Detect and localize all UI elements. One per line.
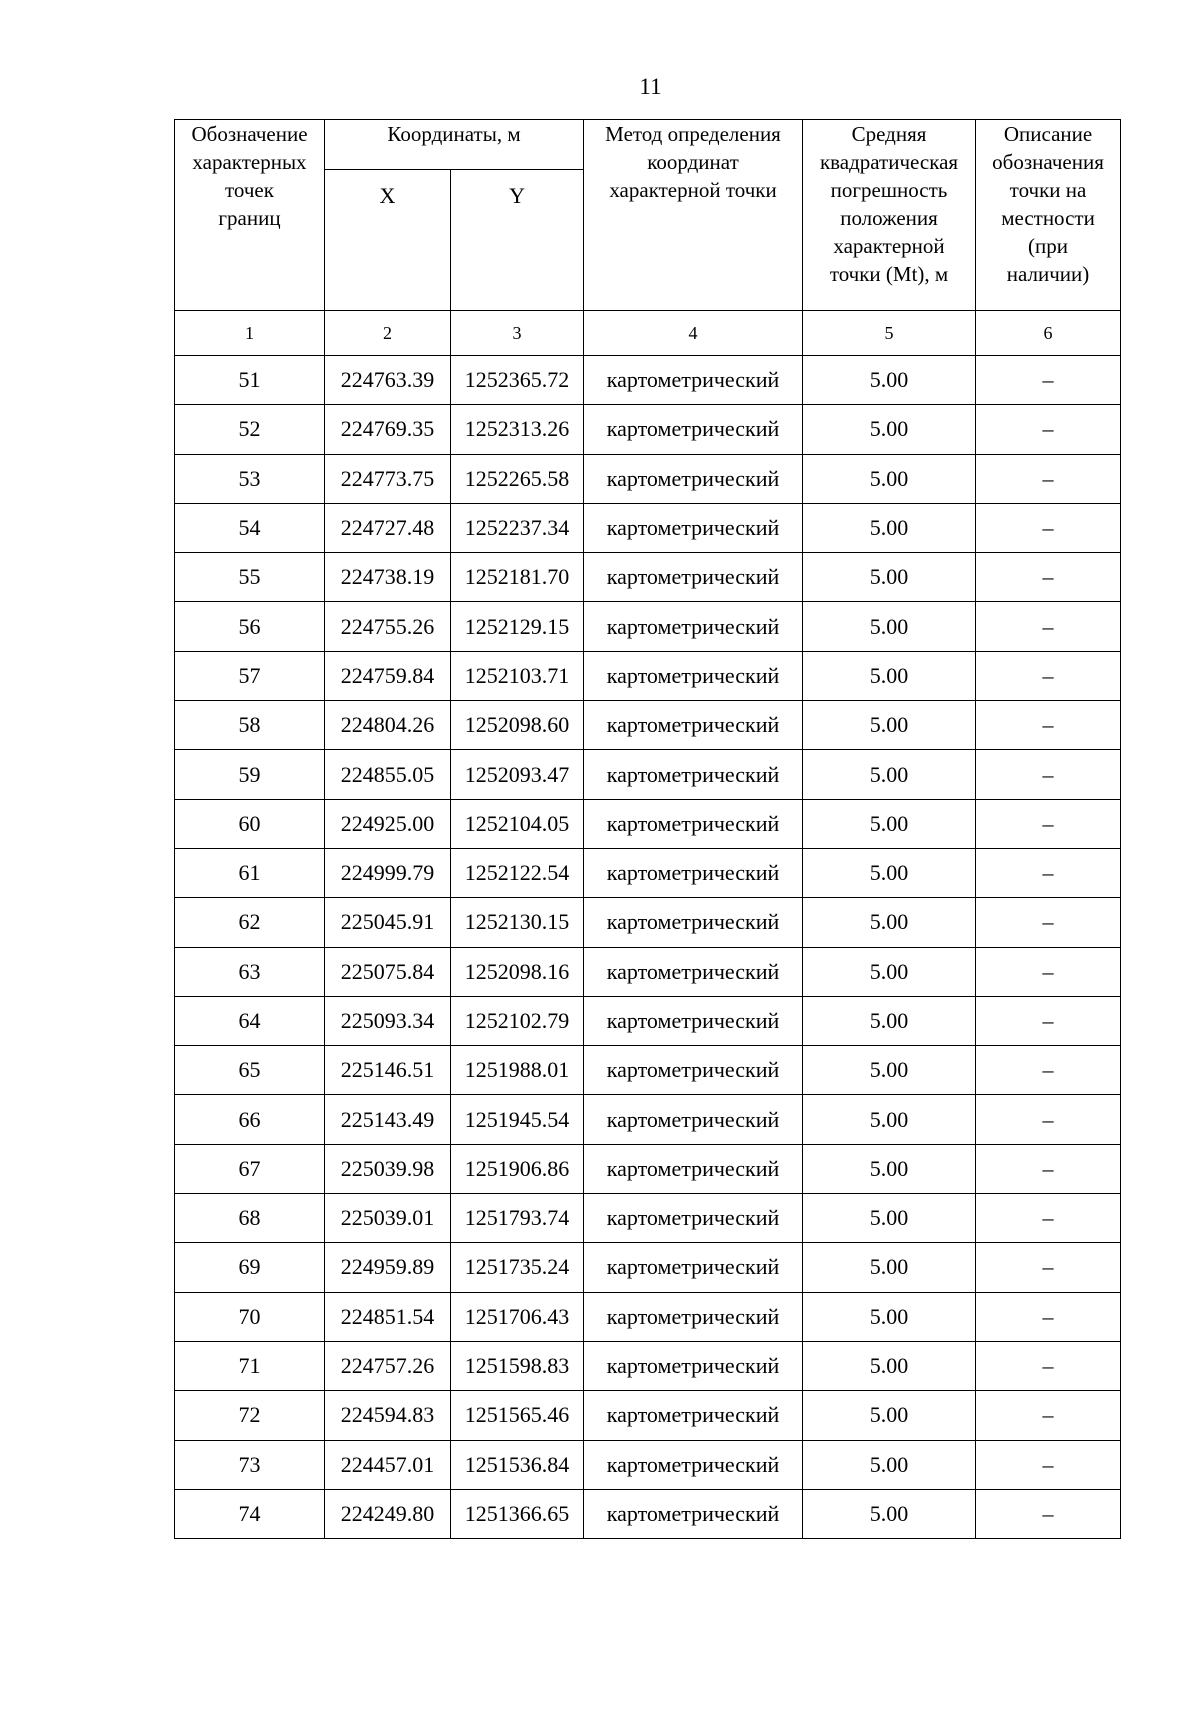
error-cell: 5.00 (803, 651, 976, 700)
error-cell: 5.00 (803, 947, 976, 996)
point-id-cell: 60 (175, 799, 325, 848)
table-row (175, 898, 1121, 947)
point-id-cell: 74 (175, 1489, 325, 1538)
table-row (175, 553, 1121, 602)
y-coordinate-cell: 1251735.24 (451, 1243, 584, 1292)
x-coordinate-cell: 224855.05 (325, 750, 451, 799)
y-coordinate-cell: 1252130.15 (451, 898, 584, 947)
table-body (175, 356, 1121, 1539)
error-cell: 5.00 (803, 454, 976, 503)
method-cell: картометрический (584, 1243, 803, 1292)
error-cell: 5.00 (803, 356, 976, 405)
x-coordinate-cell: 224727.48 (325, 503, 451, 552)
method-cell: картометрический (584, 1440, 803, 1489)
method-cell: картометрический (584, 1489, 803, 1538)
y-coordinate-cell: 1252129.15 (451, 602, 584, 651)
y-coordinate-cell: 1251366.65 (451, 1489, 584, 1538)
point-id-cell: 56 (175, 602, 325, 651)
x-coordinate-cell: 224457.01 (325, 1440, 451, 1489)
error-cell: 5.00 (803, 1095, 976, 1144)
error-cell: 5.00 (803, 1489, 976, 1538)
table-row (175, 701, 1121, 750)
point-id-cell: 72 (175, 1391, 325, 1440)
column-number: 2 (325, 311, 451, 356)
x-coordinate-cell: 224763.39 (325, 356, 451, 405)
table-row (175, 503, 1121, 552)
table-row (175, 1144, 1121, 1193)
method-cell: картометрический (584, 1144, 803, 1193)
y-coordinate-cell: 1252098.16 (451, 947, 584, 996)
description-cell: – (976, 848, 1121, 897)
y-coordinate-cell: 1252098.60 (451, 701, 584, 750)
point-id-cell: 53 (175, 454, 325, 503)
description-cell: – (976, 454, 1121, 503)
error-cell: 5.00 (803, 1391, 976, 1440)
column-number: 1 (175, 311, 325, 356)
column-number: 5 (803, 311, 976, 356)
y-coordinate-cell: 1251906.86 (451, 1144, 584, 1193)
table-header (175, 120, 1121, 356)
x-coordinate-cell: 225143.49 (325, 1095, 451, 1144)
description-cell: – (976, 799, 1121, 848)
table-row (175, 1194, 1121, 1243)
description-cell: – (976, 405, 1121, 454)
header-coordinates: Координаты, м (325, 120, 584, 170)
description-cell: – (976, 553, 1121, 602)
error-cell: 5.00 (803, 1243, 976, 1292)
x-coordinate-cell: 224851.54 (325, 1292, 451, 1341)
method-cell: картометрический (584, 1391, 803, 1440)
y-coordinate-cell: 1252104.05 (451, 799, 584, 848)
table-row (175, 799, 1121, 848)
method-cell: картометрический (584, 1292, 803, 1341)
header-y: Y (451, 170, 584, 311)
method-cell: картометрический (584, 602, 803, 651)
page-number: 11 (639, 74, 662, 99)
method-cell: картометрический (584, 701, 803, 750)
description-cell: – (976, 1243, 1121, 1292)
x-coordinate-cell: 224769.35 (325, 405, 451, 454)
method-cell: картометрический (584, 503, 803, 552)
method-cell: картометрический (584, 356, 803, 405)
point-id-cell: 65 (175, 1046, 325, 1095)
method-cell: картометрический (584, 454, 803, 503)
point-id-cell: 70 (175, 1292, 325, 1341)
table-row (175, 1341, 1121, 1390)
y-coordinate-cell: 1252093.47 (451, 750, 584, 799)
table-row (175, 1046, 1121, 1095)
description-cell: – (976, 503, 1121, 552)
error-cell: 5.00 (803, 602, 976, 651)
description-cell: – (976, 1440, 1121, 1489)
x-coordinate-cell: 224755.26 (325, 602, 451, 651)
y-coordinate-cell: 1252265.58 (451, 454, 584, 503)
y-coordinate-cell: 1252237.34 (451, 503, 584, 552)
y-coordinate-cell: 1251793.74 (451, 1194, 584, 1243)
x-coordinate-cell: 225039.01 (325, 1194, 451, 1243)
error-cell: 5.00 (803, 1194, 976, 1243)
description-cell: – (976, 356, 1121, 405)
x-coordinate-cell: 224759.84 (325, 651, 451, 700)
method-cell: картометрический (584, 947, 803, 996)
error-cell: 5.00 (803, 996, 976, 1045)
point-id-cell: 51 (175, 356, 325, 405)
point-id-cell: 69 (175, 1243, 325, 1292)
description-cell: – (976, 602, 1121, 651)
x-coordinate-cell: 225045.91 (325, 898, 451, 947)
error-cell: 5.00 (803, 1292, 976, 1341)
point-id-cell: 71 (175, 1341, 325, 1390)
point-id-cell: 58 (175, 701, 325, 750)
x-coordinate-cell: 224999.79 (325, 848, 451, 897)
error-cell: 5.00 (803, 701, 976, 750)
header-method: Метод определения координат характерной точки (584, 120, 803, 311)
y-coordinate-cell: 1251565.46 (451, 1391, 584, 1440)
error-cell: 5.00 (803, 799, 976, 848)
header-x: X (325, 170, 451, 311)
method-cell: картометрический (584, 996, 803, 1045)
description-cell: – (976, 1194, 1121, 1243)
x-coordinate-cell: 225146.51 (325, 1046, 451, 1095)
point-id-cell: 67 (175, 1144, 325, 1193)
point-id-cell: 57 (175, 651, 325, 700)
y-coordinate-cell: 1252365.72 (451, 356, 584, 405)
table-row (175, 947, 1121, 996)
table-row (175, 1292, 1121, 1341)
description-cell: – (976, 947, 1121, 996)
x-coordinate-cell: 224804.26 (325, 701, 451, 750)
error-cell: 5.00 (803, 898, 976, 947)
table-row (175, 996, 1121, 1045)
error-cell: 5.00 (803, 848, 976, 897)
header-description: Описание обозначения точки на местности (при наличии) (976, 120, 1121, 311)
method-cell: картометрический (584, 799, 803, 848)
x-coordinate-cell: 224773.75 (325, 454, 451, 503)
y-coordinate-cell: 1252181.70 (451, 553, 584, 602)
table-row (175, 1391, 1121, 1440)
point-id-cell: 61 (175, 848, 325, 897)
x-coordinate-cell: 224249.80 (325, 1489, 451, 1538)
error-cell: 5.00 (803, 405, 976, 454)
method-cell: картометрический (584, 405, 803, 454)
description-cell: – (976, 750, 1121, 799)
point-id-cell: 73 (175, 1440, 325, 1489)
x-coordinate-cell: 224738.19 (325, 553, 451, 602)
x-coordinate-cell: 225039.98 (325, 1144, 451, 1193)
error-cell: 5.00 (803, 1440, 976, 1489)
error-cell: 5.00 (803, 1046, 976, 1095)
table-row (175, 651, 1121, 700)
x-coordinate-cell: 225075.84 (325, 947, 451, 996)
error-cell: 5.00 (803, 553, 976, 602)
column-number: 3 (451, 311, 584, 356)
y-coordinate-cell: 1252313.26 (451, 405, 584, 454)
point-id-cell: 54 (175, 503, 325, 552)
method-cell: картометрический (584, 750, 803, 799)
y-coordinate-cell: 1251945.54 (451, 1095, 584, 1144)
header-error: Средняя квадратическая погрешность положения характерной точки (Mt), м (803, 120, 976, 311)
x-coordinate-cell: 224757.26 (325, 1341, 451, 1390)
method-cell: картометрический (584, 848, 803, 897)
point-id-cell: 52 (175, 405, 325, 454)
description-cell: – (976, 1489, 1121, 1538)
table-row (175, 1095, 1121, 1144)
description-cell: – (976, 1341, 1121, 1390)
table-row (175, 848, 1121, 897)
description-cell: – (976, 1391, 1121, 1440)
point-id-cell: 63 (175, 947, 325, 996)
table-row (175, 454, 1121, 503)
table-row (175, 1440, 1121, 1489)
description-cell: – (976, 651, 1121, 700)
y-coordinate-cell: 1251536.84 (451, 1440, 584, 1489)
description-cell: – (976, 1144, 1121, 1193)
description-cell: – (976, 1292, 1121, 1341)
description-cell: – (976, 1046, 1121, 1095)
x-coordinate-cell: 225093.34 (325, 996, 451, 1045)
table-row (175, 405, 1121, 454)
table-row (175, 1489, 1121, 1538)
method-cell: картометрический (584, 1046, 803, 1095)
method-cell: картометрический (584, 1341, 803, 1390)
x-coordinate-cell: 224959.89 (325, 1243, 451, 1292)
column-number-row (175, 311, 1121, 356)
x-coordinate-cell: 224925.00 (325, 799, 451, 848)
header-point: Обозначение характерных точек границ (175, 120, 325, 311)
error-cell: 5.00 (803, 750, 976, 799)
description-cell: – (976, 898, 1121, 947)
table-row (175, 1243, 1121, 1292)
point-id-cell: 55 (175, 553, 325, 602)
point-id-cell: 66 (175, 1095, 325, 1144)
description-cell: – (976, 1095, 1121, 1144)
point-id-cell: 62 (175, 898, 325, 947)
column-number: 6 (976, 311, 1121, 356)
y-coordinate-cell: 1252103.71 (451, 651, 584, 700)
y-coordinate-cell: 1251988.01 (451, 1046, 584, 1095)
x-coordinate-cell: 224594.83 (325, 1391, 451, 1440)
error-cell: 5.00 (803, 1144, 976, 1193)
coordinates-table (174, 119, 1121, 1539)
table-row (175, 750, 1121, 799)
method-cell: картометрический (584, 1194, 803, 1243)
column-number: 4 (584, 311, 803, 356)
point-id-cell: 64 (175, 996, 325, 1045)
point-id-cell: 59 (175, 750, 325, 799)
method-cell: картометрический (584, 1095, 803, 1144)
method-cell: картометрический (584, 651, 803, 700)
table-row (175, 356, 1121, 405)
method-cell: картометрический (584, 898, 803, 947)
description-cell: – (976, 996, 1121, 1045)
table-row (175, 602, 1121, 651)
y-coordinate-cell: 1251598.83 (451, 1341, 584, 1390)
y-coordinate-cell: 1252102.79 (451, 996, 584, 1045)
description-cell: – (976, 701, 1121, 750)
point-id-cell: 68 (175, 1194, 325, 1243)
y-coordinate-cell: 1251706.43 (451, 1292, 584, 1341)
error-cell: 5.00 (803, 1341, 976, 1390)
method-cell: картометрический (584, 553, 803, 602)
y-coordinate-cell: 1252122.54 (451, 848, 584, 897)
error-cell: 5.00 (803, 503, 976, 552)
